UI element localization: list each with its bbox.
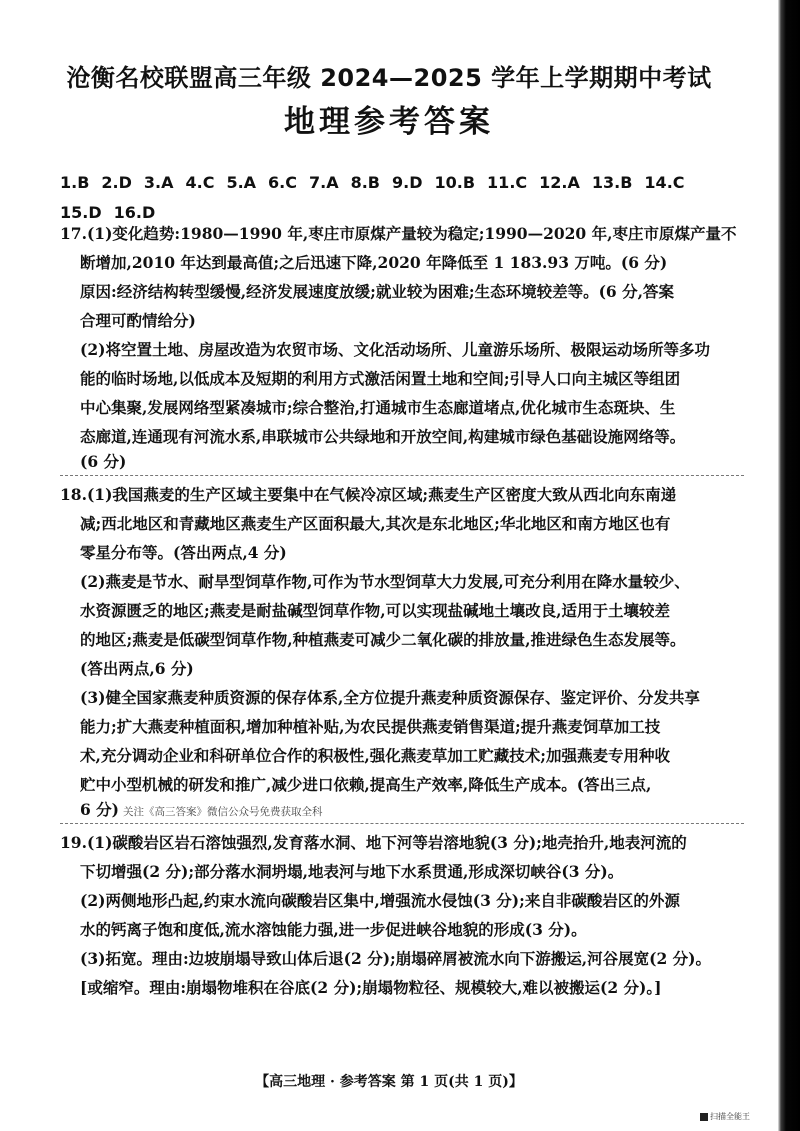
- q18-line: 的地区;燕麦是低碳型饲草作物,种植燕麦可减少二氧化碳的排放量,推进绿色生态发展等。: [80, 630, 686, 649]
- q19-line: [或缩窄。理由:崩塌物堆积在谷底(2 分);崩塌物粒径、规模较大,难以被搬运(2 分)。]: [80, 978, 662, 997]
- q19-line: 水的钙离子饱和度低,流水溶蚀能力强,进一步促进峡谷地貌的形成(3 分)。: [80, 920, 587, 939]
- q18-line: 能力;扩大燕麦种植面积,增加种植补贴,为农民提供燕麦销售渠道;提升燕麦饲草加工技: [80, 717, 661, 736]
- q18-line: 水资源匮乏的地区;燕麦是耐盐碱型饲草作物,可以实现盐碱地土壤改良,适用于土壤较差: [80, 601, 671, 620]
- q17-line: 能的临时场地,以低成本及短期的利用方式激活闲置土地和空间;引导人口向主城区等组团: [80, 369, 681, 388]
- choice-answer: 11.C: [487, 173, 528, 192]
- choice-answer: 16.D: [113, 203, 156, 222]
- q17-line: (2)将空置土地、房屋改造为农贸市场、文化活动场所、儿童游乐场所、极限运动场所等多功: [80, 340, 710, 359]
- choice-answer: 2.D: [101, 173, 132, 192]
- section-divider: [60, 475, 744, 476]
- choice-answer: 5.A: [226, 173, 257, 192]
- choice-answer: 12.A: [539, 173, 580, 192]
- q19-line: (3)拓宽。理由:边坡崩塌导致山体后退(2 分);崩塌碎屑被流水向下游搬运,河谷展宽(2 分)。: [80, 949, 711, 968]
- choice-answer: 8.B: [350, 173, 380, 192]
- scan-edge-shadow: [778, 0, 800, 1131]
- promo-note: 关注《高三答案》微信公众号免费获取全科: [123, 806, 323, 818]
- q19-line: (2)两侧地形凸起,约束水流向碳酸岩区集中,增强流水侵蚀(3 分);来自非碳酸岩区的外源: [80, 891, 680, 910]
- q17-line: 断增加,2010 年达到最高值;之后迅速下降,2020 年降低至 1 183.93 万吨。(6 分): [80, 253, 668, 272]
- choice-answer: 7.A: [309, 173, 339, 192]
- q17-line: 合理可酌情给分): [80, 311, 196, 330]
- q18-last-line: [80, 800, 323, 822]
- choice-answer: 9.D: [392, 173, 423, 192]
- q18-line: (2)燕麦是节水、耐旱型饲草作物,可作为节水型饲草大力发展,可充分利用在降水量较少、: [80, 572, 690, 591]
- choice-answer: 1.B: [60, 173, 90, 192]
- q17-line: 态廊道,连通现有河流水系,串联城市公共绿地和开放空间,构建城市绿色基础设施网络等。: [80, 427, 686, 446]
- q18-line: 零星分布等。(答出两点,4 分): [80, 543, 287, 562]
- q17-line: (6 分): [80, 452, 127, 471]
- page-title: 地理参考答案: [284, 104, 494, 140]
- q18-line: 贮中小型机械的研发和推广,减少进口依赖,提高生产效率,降低生产成本。(答出三点,: [80, 775, 652, 794]
- choice-answer: 15.D: [60, 203, 102, 222]
- q19-line: 19.(1)碳酸岩区岩石溶蚀强烈,发育落水洞、地下河等岩溶地貌(3 分);地壳抬升,地表河流的: [60, 833, 687, 852]
- q17-line: 17.(1)变化趋势:1980—1990 年,枣庄市原煤产量较为稳定;1990—2020 年,枣庄市原煤产量不: [60, 224, 737, 243]
- choice-answers: [60, 168, 740, 228]
- q18-line: 6 分): [80, 800, 120, 819]
- choice-answer: 3.A: [143, 173, 174, 192]
- q18-line: 术,充分调动企业和科研单位合作的积极性,强化燕麦草加工贮藏技术;加强燕麦专用种收: [80, 746, 671, 765]
- q17-line: 中心集聚,发展网络型紧凑城市;综合整治,打通城市生态廊道堵点,优化城市生态斑块、生: [80, 398, 676, 417]
- q18-line: (3)健全国家燕麦种质资源的保存体系,全方位提升燕麦种质资源保存、鉴定评价、分发共享: [80, 688, 700, 707]
- choice-answer: 4.C: [185, 173, 215, 192]
- choice-answer: 14.C: [644, 173, 685, 192]
- qr-icon: [700, 1113, 708, 1121]
- choice-answer: 10.B: [434, 173, 476, 192]
- choice-answer: 6.C: [268, 173, 297, 192]
- q18-line: (答出两点,6 分): [80, 659, 194, 678]
- exam-title: 沧衡名校联盟高三年级 2024—2025 学年上学期期中考试: [66, 64, 712, 92]
- q19-line: 下切增强(2 分);部分落水洞坍塌,地表河与地下水系贯通,形成深切峡谷(3 分)。: [80, 862, 624, 881]
- scanner-stamp-text: 扫描全能王: [710, 1112, 750, 1121]
- choice-answer: 13.B: [591, 173, 633, 192]
- q18-line: 减;西北地区和青藏地区燕麦生产区面积最大,其次是东北地区;华北地区和南方地区也有: [80, 514, 671, 533]
- scanner-stamp: [700, 1111, 750, 1122]
- page-footer: 【高三地理 · 参考答案 第 1 页(共 1 页)】: [255, 1074, 523, 1090]
- q18-line: 18.(1)我国燕麦的生产区域主要集中在气候冷凉区域;燕麦生产区密度大致从西北向东南递: [60, 485, 677, 504]
- section-divider: [60, 823, 744, 824]
- q17-line: 原因:经济结构转型缓慢,经济发展速度放缓;就业较为困难;生态环境较差等。(6 分,答案: [80, 282, 674, 301]
